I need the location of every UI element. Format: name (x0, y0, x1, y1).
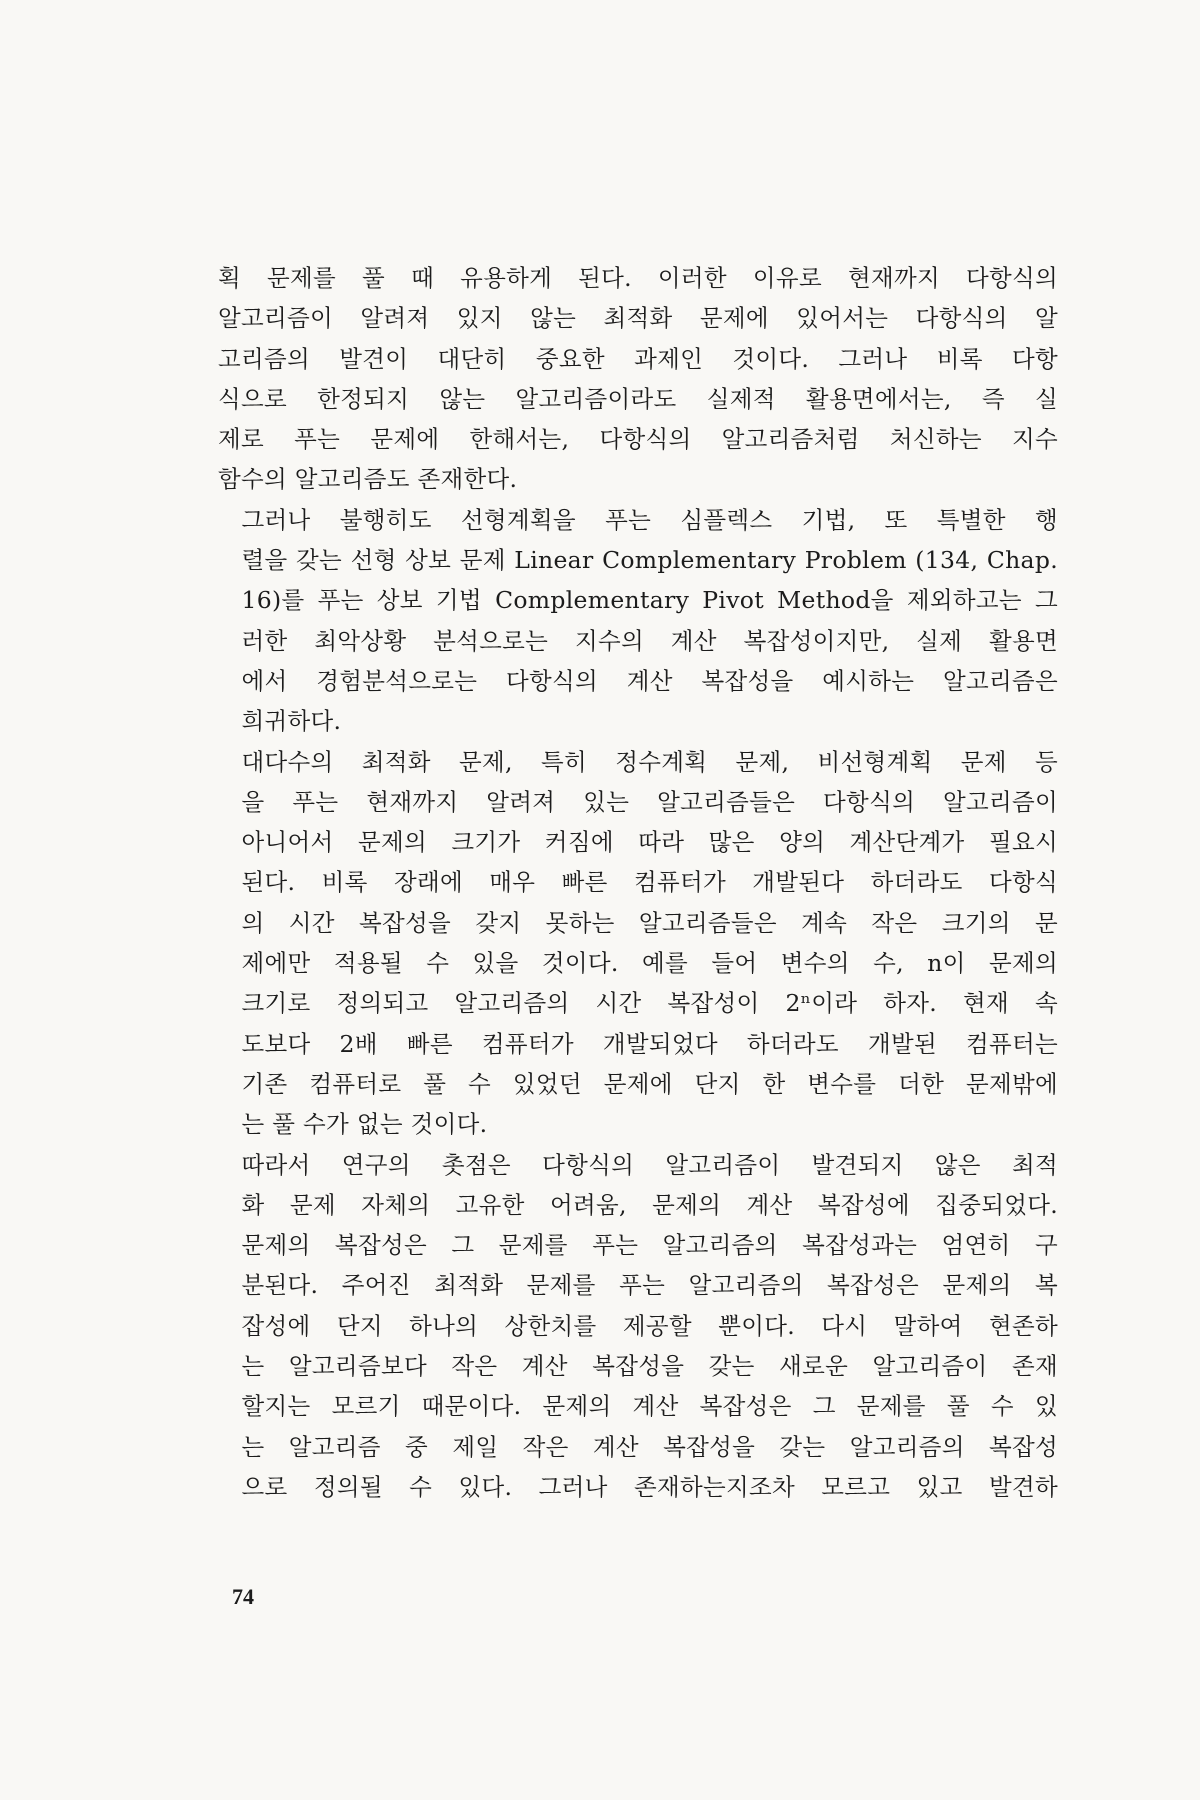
text-line: 잡성에 단지 하나의 상한치를 제공할 뿐이다. 다시 말하여 현존하 (241, 1311, 1058, 1340)
text-line: 할지는 모르기 때문이다. 문제의 계산 복잡성은 그 문제를 풀 수 있 (241, 1392, 1058, 1421)
text-line: 는 풀 수가 없는 것이다. (241, 1110, 488, 1139)
text-line: 문제의 복잡성은 그 문제를 푸는 알고리즘의 복잡성과는 엄연히 구 (241, 1231, 1058, 1260)
text-line: 을 푸는 현재까지 알려져 있는 알고리즘들은 다항식의 알고리즘이 (241, 787, 1058, 816)
text-line: 크기로 정의되고 알고리즘의 시간 복잡성이 2ⁿ이라 하자. 현재 속 (241, 989, 1058, 1018)
text-line: 는 알고리즘 중 제일 작은 계산 복잡성을 갖는 알고리즘의 복잡성 (241, 1432, 1058, 1461)
page-number: 74 (232, 1584, 254, 1609)
text-line: 의 시간 복잡성을 갖지 못하는 알고리즘들은 계속 작은 크기의 문 (241, 908, 1058, 937)
text-line: 기존 컴퓨터로 풀 수 있었던 문제에 단지 한 변수를 더한 문제밖에 (241, 1069, 1058, 1098)
text-line: 따라서 연구의 촛점은 다항식의 알고리즘이 발견되지 않은 최적 (241, 1150, 1058, 1179)
text-line: 아니어서 문제의 크기가 커짐에 따라 많은 양의 계산단계가 필요시 (241, 828, 1058, 857)
text-line: 고리즘의 발견이 대단히 중요한 과제인 것이다. 그러나 비록 다항 (218, 344, 1058, 373)
text-line: 그러나 불행히도 선형계획을 푸는 심플렉스 기법, 또 특별한 행 (241, 505, 1058, 534)
text-line: 희귀하다. (241, 707, 342, 736)
text-line: 도보다 2배 빠른 컴퓨터가 개발되었다 하더라도 개발된 컴퓨터는 (241, 1029, 1058, 1058)
text-line: 는 알고리즘보다 작은 계산 복잡성을 갖는 새로운 알고리즘이 존재 (241, 1352, 1058, 1381)
text-line: 제로 푸는 문제에 한해서는, 다항식의 알고리즘처럼 처신하는 지수 (218, 425, 1058, 454)
text-line: 16)를 푸는 상보 기법 Complementary Pivot Method을 제외하고는 그 (241, 586, 1058, 615)
text-line: 식으로 한정되지 않는 알고리즘이라도 실제적 활용면에서는, 즉 실 (218, 384, 1058, 413)
paragraph (218, 258, 1058, 500)
text-line: 획 문제를 풀 때 유용하게 된다. 이러한 이유로 현재까지 다항식의 (218, 264, 1058, 292)
body-text (218, 258, 1058, 1507)
text-line: 으로 정의될 수 있다. 그러나 존재하는지조차 모르고 있고 발견하 (241, 1472, 1058, 1501)
text-line: 대다수의 최적화 문제, 특히 정수계획 문제, 비선형계획 문제 등 (241, 747, 1058, 776)
paragraph (218, 500, 1058, 742)
paragraph (218, 742, 1058, 1145)
text-line: 분된다. 주어진 최적화 문제를 푸는 알고리즘의 복잡성은 문제의 복 (241, 1271, 1058, 1300)
text-line: 화 문제 자체의 고유한 어려움, 문제의 계산 복잡성에 집중되었다. (241, 1190, 1058, 1219)
text-line: 렬을 갖는 선형 상보 문제 Linear Complementary Problem (134, Chap. (241, 546, 1058, 575)
text-line: 알고리즘이 알려져 있지 않는 최적화 문제에 있어서는 다항식의 알 (218, 304, 1058, 333)
paragraph (218, 1145, 1058, 1508)
text-line: 함수의 알고리즘도 존재한다. (218, 465, 518, 494)
text-line: 에서 경험분석으로는 다항식의 계산 복잡성을 예시하는 알고리즘은 (241, 666, 1058, 695)
text-line: 된다. 비록 장래에 매우 빠른 컴퓨터가 개발된다 하더라도 다항식 (241, 868, 1058, 897)
text-line: 제에만 적용될 수 있을 것이다. 예를 들어 변수의 수, n이 문제의 (241, 949, 1058, 978)
text-line: 러한 최악상황 분석으로는 지수의 계산 복잡성이지만, 실제 활용면 (241, 626, 1058, 655)
